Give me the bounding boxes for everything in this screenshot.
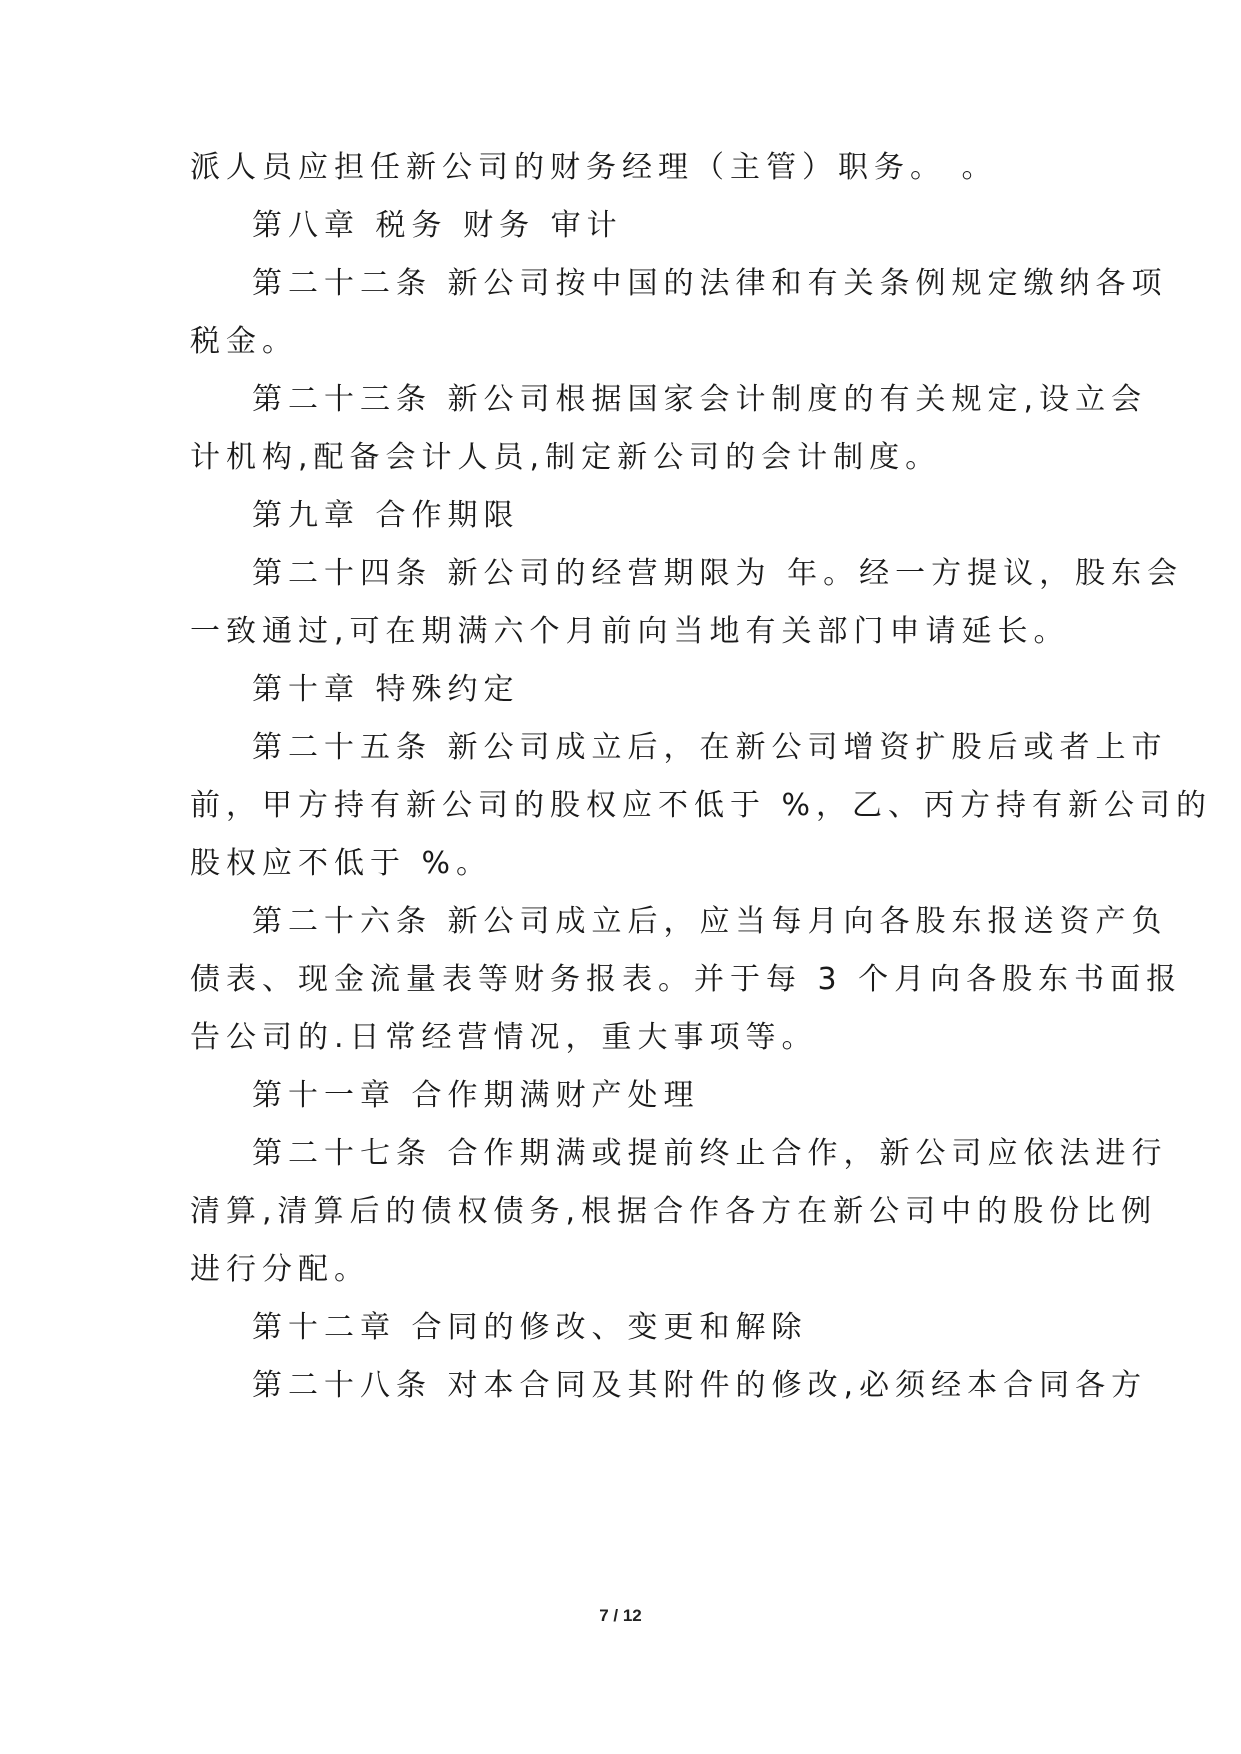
text-line: 第二十三条 新公司根据国家会计制度的有关规定,设立会 bbox=[252, 382, 1148, 417]
text-line: 前，甲方持有新公司的股权应不低于 %，乙、丙方持有新公司的 bbox=[190, 788, 1213, 823]
chapter-heading: 第九章 合作期限 bbox=[252, 498, 520, 533]
chapter-heading: 第十章 特殊约定 bbox=[252, 672, 520, 707]
chapter-heading: 第十二章 合同的修改、变更和解除 bbox=[252, 1310, 808, 1345]
text-line: 第二十四条 新公司的经营期限为 年。经一方提议，股东会 bbox=[252, 556, 1184, 591]
text-line: 股权应不低于 %。 bbox=[190, 846, 493, 881]
text-line: 第二十八条 对本合同及其附件的修改,必须经本合同各方 bbox=[252, 1368, 1148, 1403]
text-line: 一致通过,可在期满六个月前向当地有关部门申请延长。 bbox=[190, 614, 1070, 649]
text-line: 债表、现金流量表等财务报表。并于每 3 个月向各股东书面报 bbox=[190, 962, 1183, 997]
page-number: 7 / 12 bbox=[599, 1606, 642, 1625]
text-line: 第二十二条 新公司按中国的法律和有关条例规定缴纳各项 bbox=[252, 266, 1168, 301]
text-line: 计机构,配备会计人员,制定新公司的会计制度。 bbox=[190, 440, 942, 475]
text-line: 进行分配。 bbox=[190, 1252, 370, 1287]
text-line: 第二十五条 新公司成立后，在新公司增资扩股后或者上市 bbox=[252, 730, 1168, 765]
chapter-heading: 第八章 税务 财务 审计 bbox=[252, 208, 623, 243]
text-line: 税金。 bbox=[190, 324, 298, 359]
text-line: 告公司的.日常经营情况，重大事项等。 bbox=[190, 1020, 818, 1055]
text-line: 派人员应担任新公司的财务经理（主管）职务。 。 bbox=[190, 150, 998, 185]
text-line: 第二十六条 新公司成立后，应当每月向各股东报送资产负 bbox=[252, 904, 1168, 939]
text-line: 清算,清算后的债权债务,根据合作各方在新公司中的股份比例 bbox=[190, 1194, 1158, 1229]
chapter-heading: 第十一章 合作期满财产处理 bbox=[252, 1078, 700, 1113]
text-line: 第二十七条 合作期满或提前终止合作，新公司应依法进行 bbox=[252, 1136, 1168, 1171]
